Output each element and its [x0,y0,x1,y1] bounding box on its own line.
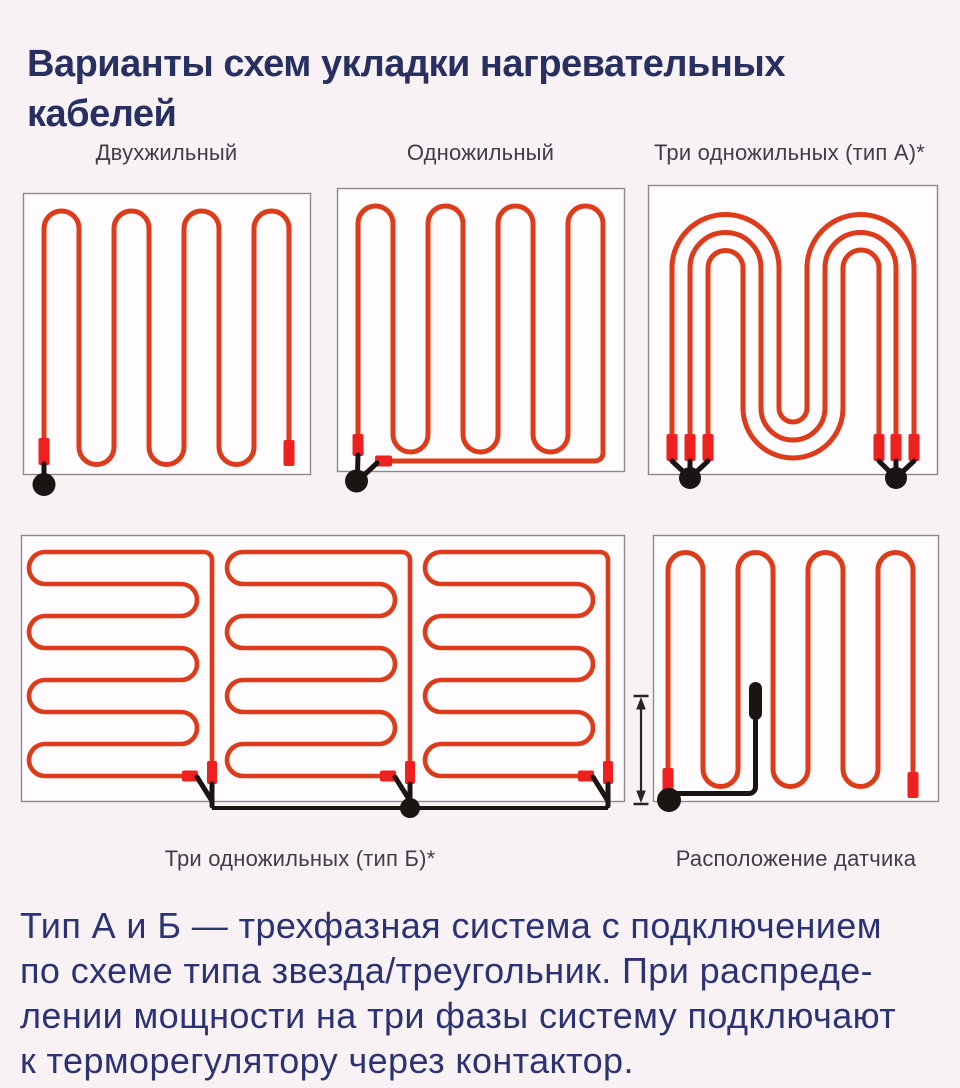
cable-end-sleeve [405,761,415,784]
diagram-three-single-type-b [20,534,627,834]
dimension-arrow [630,690,652,810]
cable-end-sleeve [667,434,678,461]
diagram-box [22,536,625,802]
cable-end-sleeve [874,434,885,461]
cable-end-sleeve [685,434,696,461]
diagram-sensor-location [652,534,940,834]
footnote-line: Тип А и Б — трехфазная система с подключением [20,905,882,946]
diagram-label-three-single-type-b: Три одножильных (тип Б)* [164,846,436,871]
diagram-box [654,536,939,802]
arrowhead-down-icon [636,791,646,804]
cable-end-sleeve [908,772,919,798]
cable-end-sleeve [207,761,217,784]
cable-end-sleeve [39,438,50,465]
footnote-line: лении мощности на три фазы систему подключают [20,995,897,1036]
page-title: Варианты схем укладки нагревательных кабелей [27,43,785,136]
footnote-paragraph [20,903,956,1083]
cable-end-sleeve [284,440,295,466]
footnote-line: к терморегулятору через контактор. [20,1040,634,1081]
connector-dot [400,798,420,818]
connector-dot [679,467,701,489]
connector-dot [33,473,56,496]
diagram-label-three-single-type-a: Три одножильных (тип А)* [653,140,926,165]
connector-dot [657,788,681,812]
connector-dot [345,470,368,493]
diagram-box [338,189,625,472]
cable-end-sleeve [909,434,920,461]
connector-dot [885,467,907,489]
diagram-three-single-type-a [647,184,939,499]
diagram-label-single-core: Одножильный [406,140,555,165]
diagram-single-core [336,187,626,502]
sensor [749,682,762,720]
diagram-label-two-core: Двухжильный [95,140,238,165]
diagram-box [24,194,311,475]
diagram-two-core [22,192,312,507]
cable-end-sleeve [603,761,613,784]
diagram-label-sensor-location: Расположение датчика [675,846,917,871]
footnote-line: по схеме типа звезда/треугольник. При распреде- [20,950,874,991]
cable-end-sleeve [891,434,902,461]
cable-end-sleeve [703,434,714,461]
